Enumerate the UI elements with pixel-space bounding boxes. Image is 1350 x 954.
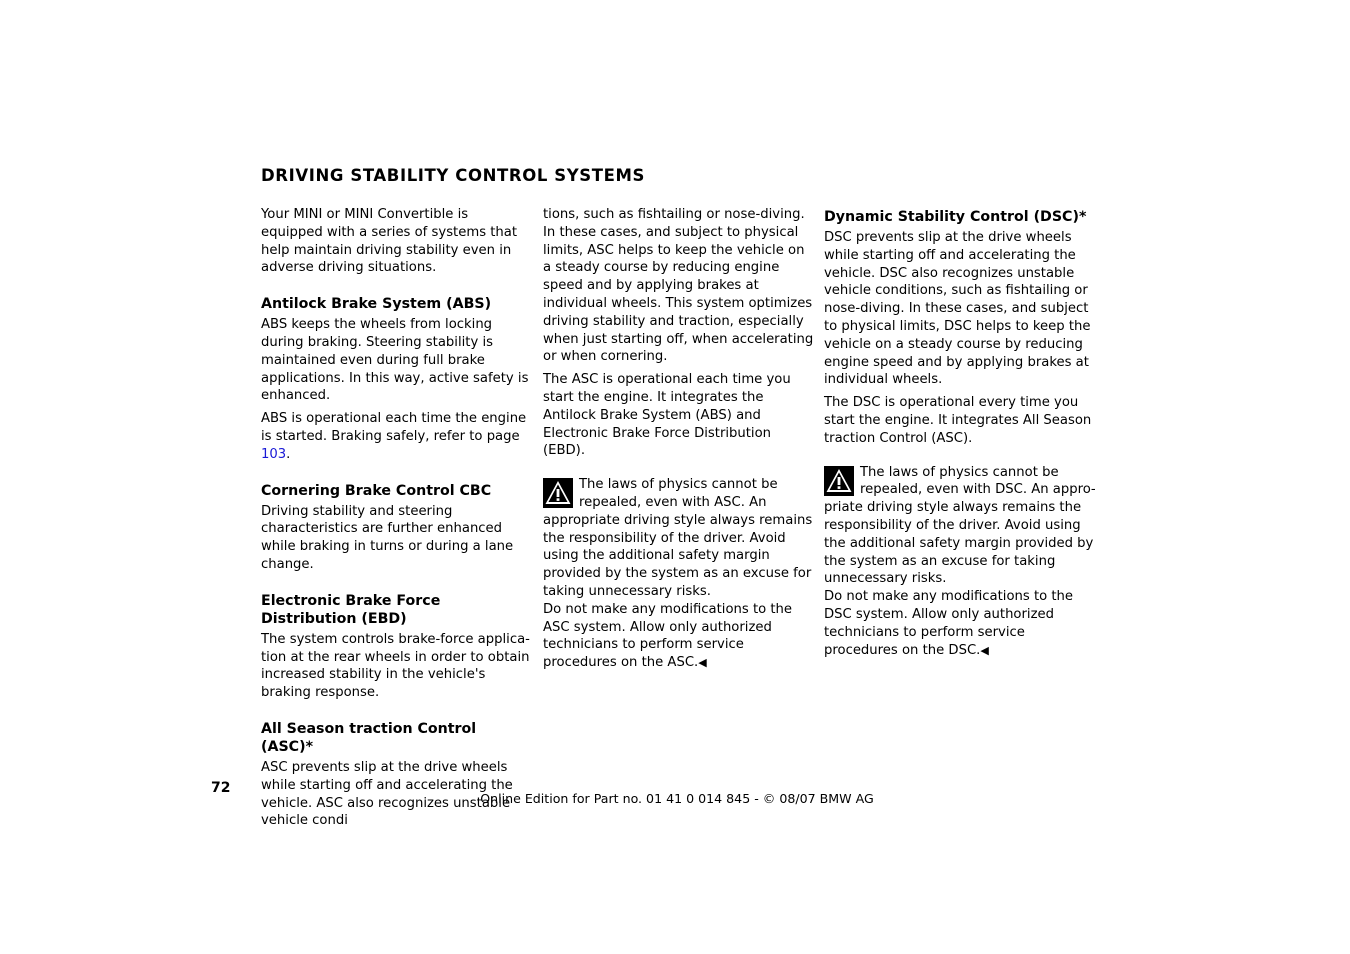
asc-warning-paragraph-1: The laws of physics cannot be repealed, even with ASC. An appropriate driving style always remains the responsibility of the driver. Avoid using the additional safety margin provided by the system as an excuse for taking unnecessary risks. — [543, 477, 813, 599]
dsc-warning-paragraph-2 — [824, 588, 1096, 659]
asc-warning-paragraph-2-text: Do not make any modifications to the ASC system. Allow only authorized technicians to perform service procedures on the ASC. — [543, 601, 793, 671]
ebd-heading: Electronic Brake Force Distribution (EBD) — [261, 592, 441, 627]
cbc-paragraph: Driving stability and steering characteristics are further enhanced while braking in turns or during a lane change. — [261, 503, 514, 572]
column-right — [824, 206, 1096, 659]
asc-warning — [543, 476, 815, 672]
asc-heading: All Season traction Control (ASC)* — [261, 720, 477, 755]
abs-paragraph-2-text: ABS is operational each time the engine is started. Braking safely, refer to page — [261, 411, 527, 444]
column-left — [261, 206, 533, 835]
dsc-warning-paragraph-2-text: Do not make any modifications to the DSC system. Allow only authorized technicians to perform service procedures on the DSC. — [824, 589, 1074, 658]
end-mark-icon: ◀ — [698, 656, 707, 670]
warning-triangle-icon — [824, 466, 854, 496]
asc-paragraph-2: The ASC is operational each time you start the engine. It integrates the Antilock Brake System (ABS) and Electronic Brake Force Distribution (EBD). — [543, 372, 791, 459]
end-mark-icon: ◀ — [980, 643, 989, 657]
abs-paragraph-1: ABS keeps the wheels from locking during braking. Steering stability is maintained even during full brake applications. In this way, active safety is enhanced. — [261, 317, 529, 404]
asc-warning-paragraph-2 — [543, 601, 815, 672]
cbc-heading: Cornering Brake Control CBC — [261, 482, 492, 499]
dsc-paragraph-2: The DSC is operational every time you start the engine. It integrates All Season traction Control (ASC). — [824, 395, 1092, 446]
abs-paragraph-2 — [261, 410, 533, 463]
page-103-link[interactable]: 103 — [261, 446, 287, 462]
dsc-heading: Dynamic Stability Control (DSC)* — [824, 209, 1087, 225]
asc-paragraph-1: ASC prevents slip at the drive wheels while starting off and accelerating the vehicle. ASC also recognizes unstable vehicle condi — [261, 759, 513, 829]
abs-heading: Antilock Brake System (ABS) — [261, 296, 492, 313]
footer-edition-note: Online Edition for Part no. 01 41 0 014 845 - © 08/07 BMW AG — [480, 791, 874, 806]
intro-paragraph: Your MINI or MINI Convertible is equipped with a series of systems that help maintain driving stability even in adverse driving situations. — [261, 207, 518, 276]
abs-paragraph-2-end: . — [286, 446, 291, 462]
ebd-paragraph: The system controls brake-force application at the rear wheels in order to obtain increased stability in the vehicle's braking response. — [261, 631, 530, 701]
page-title: DRIVING STABILITY CONTROL SYSTEMS — [261, 166, 646, 185]
dsc-paragraph-1: DSC prevents slip at the drive wheels while starting off and accelerating the vehicle. DSC also recognizes unstable vehicle conditions, such as fishtailing or nose-diving. In these cases, and subject to physical limits, DSC helps to keep the vehicle on a steady course by reducing engine speed and by applying brakes at individual wheels. — [824, 230, 1091, 388]
warning-triangle-icon — [543, 478, 573, 508]
dsc-warning-paragraph-1: The laws of physics cannot be repealed, even with DSC. An appropriate driving style always remains the responsibility of the driver. Avoid using the additional safety margin provided by the system as an excuse for taking unnecessary risks. — [824, 464, 1096, 587]
asc-paragraph-1-continued: tions, such as fishtailing or nose-diving. In these cases, and subject to physical limits, ASC helps to keep the vehicle on a steady course by reducing engine speed and by applying brakes at individual wheels. This system optimizes driving stability and traction, especially when just starting off, when accelerating or when cornering. — [543, 207, 814, 365]
column-middle — [543, 206, 815, 672]
dsc-warning — [824, 464, 1096, 660]
page-number: 72 — [211, 780, 231, 796]
